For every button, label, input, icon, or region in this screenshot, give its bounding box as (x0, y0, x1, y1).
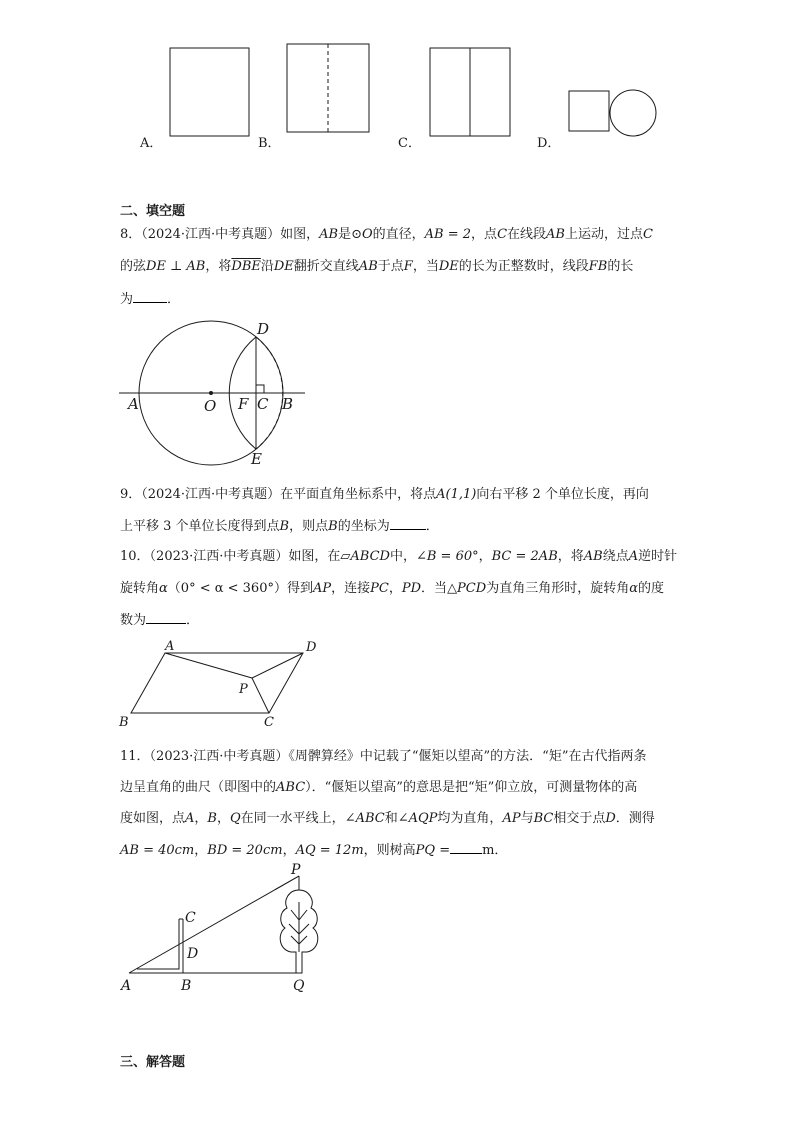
q8-line-2: 的弦DE ⊥ AB，将$\overline{DBE}$沿DE翻折交直线AB于点F，当DE的长为正整数时，线段FB的长 (120, 259, 634, 274)
q11-tree-height-figure (115, 862, 345, 1002)
q10-line-2: 旋转角α（0° < α < 360°）得到AP，连接PC，PD．当△PCD为直角三角形时，旋转角α的度 (120, 581, 664, 596)
q10-line-1: 10．（2023·江西·中考真题）如图，在▱ABCD中，∠B = 60°，BC = 2AB，将AB绕点A逆时针 (120, 549, 678, 564)
option-c-label: C． (398, 136, 421, 151)
q11-line-4: AB = 40cm，BD = 20cm，AQ = 12m，则树高PQ = m． (120, 843, 508, 858)
label-o: O (204, 397, 217, 415)
parallelogram-abcd (131, 653, 303, 713)
label-a: A (128, 395, 139, 413)
q11-answer-blank[interactable] (450, 841, 482, 854)
q8-line-1: 8．（2024·江西·中考真题）如图，AB是⊙O的直径，AB = 2，点C在线段AB上运动，过点C (120, 227, 653, 242)
q11-line-2: 边呈直角的曲尺（即图中的ABC）．“偃矩以望高”的意思是把“矩”仰立放，可测量物体的高 (120, 780, 638, 795)
label-p: P (239, 682, 248, 697)
q10-answer-blank[interactable] (146, 611, 186, 624)
label-p: P (291, 862, 301, 878)
option-b-label: B． (258, 136, 281, 151)
section-3-title: 三、解答题 (120, 1055, 186, 1070)
q10-line-3: 数为 ． (120, 613, 200, 628)
label-q: Q (293, 978, 305, 994)
segment-ap (165, 653, 252, 678)
sight-line-over-tree (275, 876, 299, 890)
label-c: C (185, 910, 196, 926)
label-d: D (306, 640, 317, 655)
section-2-title: 二、填空题 (120, 204, 186, 219)
sight-line-ap (129, 876, 299, 973)
right-angle-mark (256, 385, 264, 393)
label-b: B (282, 395, 294, 413)
option-d-circle (610, 90, 656, 136)
q11-line-3: 度如图，点A，B，Q在同一水平线上，∠ABC和∠AQP均为直角，AP与BC相交于点D．测得 (120, 811, 655, 826)
label-c: C (257, 395, 269, 413)
q8-circle-figure (115, 318, 315, 468)
center-point (209, 391, 213, 395)
label-d: D (257, 320, 270, 338)
label-b: B (119, 715, 129, 730)
q9-line-2: 上平移 3 个单位长度得到点B，则点B的坐标为 ． (120, 519, 439, 534)
label-e: E (251, 450, 262, 468)
segment-pc (252, 678, 269, 713)
square-ruler-inner (137, 919, 179, 969)
option-d-square (569, 91, 609, 131)
q11-line-1: 11．（2023·江西·中考真题）《周髀算经》中记载了“偃矩以望高”的方法．“矩”在古代指两条 (120, 749, 647, 764)
label-a: A (121, 978, 132, 994)
q9-line-1: 9．（2024·江西·中考真题）在平面直角坐标系中，将点A(1,1)向右平移 2 个单位长度，再向 (120, 487, 649, 502)
label-b: B (181, 978, 192, 994)
label-f: F (238, 395, 249, 413)
q9-answer-blank[interactable] (390, 517, 426, 530)
label-c: C (264, 715, 274, 730)
option-a-square (170, 48, 249, 136)
square-ruler-outer (129, 919, 183, 973)
option-a-label: A． (140, 136, 163, 151)
label-a: A (165, 639, 175, 654)
q8-answer-blank[interactable] (133, 290, 167, 303)
q8-line-3: 为 ． (120, 292, 181, 307)
label-d: D (187, 946, 199, 962)
option-d-label: D． (537, 136, 561, 151)
q10-parallelogram-figure (115, 636, 330, 731)
